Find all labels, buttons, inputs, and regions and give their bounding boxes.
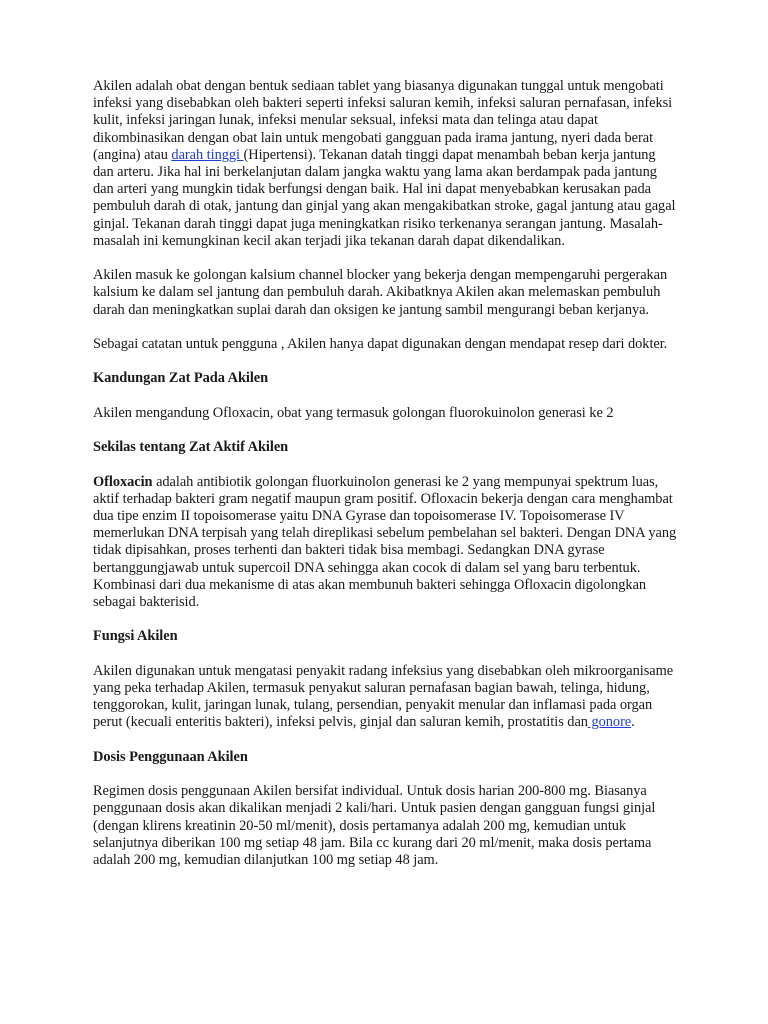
paragraph-ofloxacin xyxy=(93,474,678,612)
term-ofloxacin: Ofloxacin xyxy=(93,473,153,490)
paragraph-fungsi-text: Akilen digunakan untuk mengatasi penyakit radang infeksius yang disebabkan oleh mikroorganisame yang peka terhadap Akilen, termasuk penyakut saluran pernafasan bagian bawah, telinga, hidung, tenggorokan, kulit, jaringan lunak, tulang, persendian, penyakit menular dan inflamasi pada organ perut (kecuali enteritis bakteri), infeksi pelvis, ginjal dan saluran kemih, prostatitis dan xyxy=(93,662,674,731)
link-darah-tinggi[interactable]: darah tinggi xyxy=(171,146,244,163)
paragraph-note: Sebagai catatan untuk pengguna , Akilen hanya dapat digunakan dengan mendapat resep dari dokter. xyxy=(93,336,668,353)
heading-zat-aktif: Sekilas tentang Zat Aktif Akilen xyxy=(93,439,289,456)
paragraph-mechanism: Akilen masuk ke golongan kalsium channel blocker yang bekerja dengan mempengaruhi pergerakan kalsium ke dalam sel jantung dan pembuluh darah. Akibatknya Akilen akan melemaskan pembuluh darah dan meningkatkan suplai darah dan oksigen ke jantung sambil mengurangi beban kerjanya. xyxy=(93,267,668,318)
paragraph-intro-text-a: Akilen adalah obat dengan bentuk sediaan tablet yang biasanya digunakan tunggal untuk mengobati infeksi yang disebabkan oleh bakteri seperti infeksi saluran kemih, infeksi saluran pernafasan, infeksi kulit, infeksi jaringan lunak, infeksi menular seksual, infeksi mata dan telinga atau dapat dikombinasikan dengan obat lain untuk mengobati gangguan pada irama jantung, nyeri dada berat (angina) atau xyxy=(93,78,673,163)
heading-kandungan: Kandungan Zat Pada Akilen xyxy=(93,370,269,387)
paragraph-ofloxacin-text: adalah antibiotik golongan fluorkuinolon generasi ke 2 yang mempunyai spektrum luas, aktif terhadap bakteri gram negatif maupun gram positif. Ofloxacin bekerja dengan cara menghambat dua tipe enzim II topoisomerase yaitu DNA Gyrase dan topoisomerase IV. Topoisomerase IV memerlukan DNA terpisah yang telah direplikasi sebelum pembelahan sel bakteri. Dengan DNA yang tidak dipisahkan, proses terhenti dan bakteri tidak bisa membagi. Sedangkan DNA gyrase bertanggungjawab untuk supercoil DNA sehingga akan cocok di dalam sel yang baru terbentuk. Kombinasi dari dua mekanisme di atas akan membunuh bakteri sehingga Ofloxacin digolongkan sebagai bakterisid. xyxy=(93,473,677,610)
link-gonore[interactable]: gonore xyxy=(587,714,632,731)
paragraph-kandungan: Akilen mengandung Ofloxacin, obat yang termasuk golongan fluorokuinolon generasi ke 2 xyxy=(93,404,614,421)
heading-dosis: Dosis Penggunaan Akilen xyxy=(93,748,248,765)
heading-fungsi: Fungsi Akilen xyxy=(93,628,178,645)
document-body xyxy=(93,78,678,886)
paragraph-intro-text-b: (Hipertensi). Tekanan datah tinggi dapat menambah beban kerja jantung dan arteru. Jika hal ini berkelanjutan dalam jangka waktu yang lama akan berdampak pada jantung dan arteri yang mungkin tidak berfungsi dengan baik. Hal ini dapat menyebabkan kerusakan pada pembuluh darah di otak, jantung dan ginjal yang akan mengakibatkan stroke, gagal jantung atau gagal ginjal. Tekanan darah tinggi dapat juga meningkatkan risiko terkenanya serangan jantung. Masalah-masalah ini kemungkinan kecil akan terjadi jika tekanan darah dapat dikendalikan. xyxy=(93,146,676,249)
paragraph-dosis: Regimen dosis penggunaan Akilen bersifat individual. Untuk dosis harian 200-800 mg. Biasanya penggunaan dosis akan dikalikan menjadi 2 kali/hari. Untuk pasien dengan gangguan fungsi ginjal (dengan klirens kreatinin 20-50 ml/menit), dosis pertamanya adalah 200 mg, kemudian untuk selanjutnya diberikan 100 mg setiap 48 jam. Bila cc kurang dari 20 ml/menit, maka dosis pertama adalah 200 mg, kemudian dilanjutkan 100 mg setiap 48 jam. xyxy=(93,783,656,868)
paragraph-fungsi xyxy=(93,663,678,732)
paragraph-fungsi-end: . xyxy=(631,714,635,731)
paragraph-intro xyxy=(93,78,678,250)
